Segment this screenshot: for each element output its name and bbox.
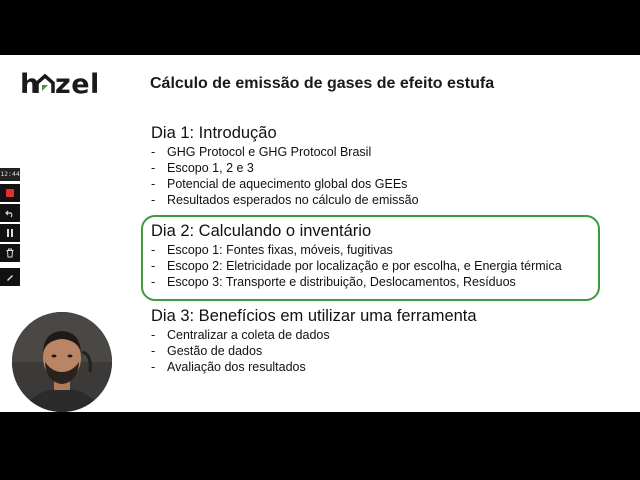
undo-button[interactable] [0,204,20,222]
section-day-2 [151,221,562,290]
recording-timer: 12:44 [0,168,20,181]
stop-recording-button[interactable] [0,184,20,202]
section-heading: Dia 2: Calculando o inventário [151,222,372,240]
pen-icon [5,272,15,282]
pause-button[interactable] [0,224,20,242]
undo-icon [5,208,15,218]
section-heading: Dia 1: Introdução [151,124,277,142]
list-item: - Avaliação dos resultados [151,360,306,374]
draw-button[interactable] [0,268,20,286]
hazel-logo [20,68,104,105]
list-item: - Gestão de dados [151,344,263,358]
presenter-video [12,312,112,412]
list-item: - GHG Protocol e GHG Protocol Brasil [151,145,372,159]
list-item: - Escopo 3: Transporte e distribuição, Deslocamentos, Resíduos [151,275,516,289]
webcam-bubble[interactable] [12,312,112,412]
slide-title: Cálculo de emissão de gases de efeito estufa [150,75,495,92]
trash-icon [5,248,15,258]
delete-button[interactable] [0,244,20,262]
svg-text:zel: zel [55,69,100,98]
pause-icon [5,228,15,238]
svg-text:h: h [20,69,40,98]
section-day-3 [151,306,477,375]
record-stop-icon [5,188,15,198]
section-heading: Dia 3: Benefícios em utilizar uma ferramenta [151,307,477,325]
list-item: - Escopo 1: Fontes fixas, móveis, fugitivas [151,243,393,257]
list-item: - Potencial de aquecimento global dos GEEs [151,177,408,191]
section-day-1 [151,123,419,208]
list-item: - Resultados esperados no cálculo de emissão [151,193,419,207]
list-item: - Escopo 1, 2 e 3 [151,161,254,175]
list-item: - Escopo 2: Eletricidade por localização e por escolha, e Energia térmica [151,259,562,273]
list-item: - Centralizar a coleta de dados [151,328,330,342]
